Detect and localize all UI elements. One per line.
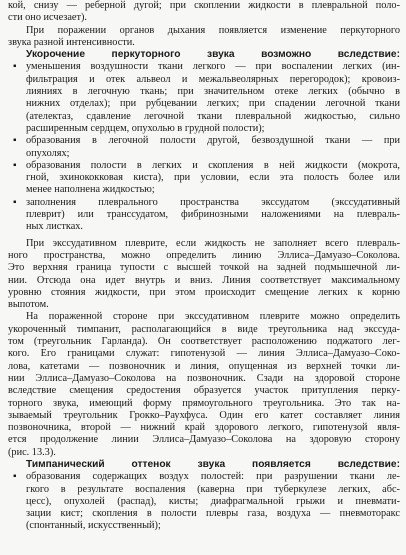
text-line: укороченный тимпанит, располагающийся в виде треугольника над экссуда- <box>8 323 400 335</box>
text-line: ▪ образования полости в легких и скопления в ней жидкости (мокрота, <box>8 160 400 172</box>
text-line: расширенным сердцем, опухолью в грудной полости); <box>26 122 265 134</box>
text-line: цесс), опухолей (распад), кисты; диафрагмальной грыжи и пневмати- <box>26 495 400 507</box>
text-line: (спонтанный, искусственный); <box>26 520 161 532</box>
text-line: позвоночника, второй — нижний край здорового легкого, гипотенузой явля- <box>8 422 400 434</box>
text-line: уровню стояния жидкости, при этом происходит смещение легких к корню <box>8 286 400 298</box>
text-line: ных листках. <box>26 221 84 233</box>
dullness-causes-list <box>8 61 400 233</box>
paragraph-garland-triangle <box>8 311 400 459</box>
heading-dullness-causes: Укорочение перкуторного звука возможно вследствие: <box>26 49 400 61</box>
list-item <box>8 160 400 197</box>
text-line: (ателектаз, сдавление легочной ткани плевральной жидкостью, сильно <box>26 110 400 122</box>
heading-tympanic-causes: Тимпанический оттенок звука появляется вследствие: <box>26 458 400 470</box>
text-line: ется продолжение линии Эллиса–Дамуазо–Соколова на здоровую сторону <box>8 434 400 446</box>
text-line: торного звука, имеющий форму прямоугольного треугольника. Это так на- <box>8 397 400 409</box>
list-item <box>8 61 400 135</box>
text-line: На пораженной стороне при экссудативном плеврите можно определить <box>26 311 400 323</box>
text-line: выпотом. <box>8 299 49 311</box>
text-line: При экссудативном плеврите, если жидкость не заполняет всего плевраль- <box>26 237 400 249</box>
text-line: ▪ уменьшения воздушности ткани легкого — при воспалении легких (ин- <box>8 61 400 73</box>
text-line: том (треугольник Гарланда). Он соответствует расположению поджатого лег- <box>8 336 400 348</box>
text-line: ▪ образования содержащих воздух полостей: при разрушении ткани ле- <box>8 471 400 483</box>
text-line: гкого в результате воспаления (каверна при туберкулезе легких, абс- <box>26 483 400 495</box>
text-line: зываемый треугольник Грокко–Раухфуса. Один его катет составляет линия <box>8 409 400 421</box>
text-line: Это верхняя граница тупости с высшей точкой на задней подмышечной ли- <box>8 262 400 274</box>
text-line: опухолях; <box>26 147 70 159</box>
text-line: кого. Его границами служат: гипотенузой — линия Эллиса–Дамуазо–Соко- <box>8 348 400 360</box>
text-line: звука разной интенсивности. <box>8 36 135 48</box>
list-item <box>8 471 400 532</box>
paragraph-percussion-change <box>8 25 400 50</box>
list-item <box>8 135 400 160</box>
text-line: вследствие смещения средостения образуется участок притупления перку- <box>8 385 400 397</box>
text-line: ▪ заполнения плеврального пространства экссудатом (экссудативный <box>8 197 400 209</box>
text-line: нии. Отсюда она идет внутрь и вниз. Линия соответствует максимальному <box>8 274 400 286</box>
text-line: ного пространства, можно определить линию Эллиса–Дамуазо–Соколова. <box>8 249 400 261</box>
text-line: При поражении органов дыхания появляется изменение перкуторного <box>26 24 400 36</box>
text-line: нижних отделах); при рубцевании легких; при спадении легочной ткани <box>26 98 400 110</box>
list-item <box>8 197 400 234</box>
text-line: фильтрация и отек альвеол и межальвеолярных перегородок); кровоиз- <box>26 73 400 85</box>
text-line: плеврит) или транссудатом, фибринозными наложениями на плевраль- <box>26 209 400 221</box>
tympanic-causes-list <box>8 471 400 532</box>
text-line: менее наполнена жидкостью; <box>26 184 155 196</box>
text-line: гной, эхинококковая киста), при условии, если эта полость более или <box>26 172 400 184</box>
text-line: кой, снизу — реберной дугой; при скоплении жидкости в плевральной поло- <box>8 0 400 11</box>
text-line: сти оно исчезает). <box>8 12 87 24</box>
text-line: лова, катетами — позвоночник и линия, опущенная из верхней точки ли- <box>8 360 400 372</box>
text-line: нии Эллиса–Дамуазо–Соколова на позвоночник. Сзади на здоровой стороне <box>8 372 400 384</box>
intro-paragraph <box>8 0 400 25</box>
text-line: зации кист; скопления в полости плевры газа, воздуха — пневмоторакс <box>26 508 400 520</box>
text-line: лияниях в легочную ткань; при значительном отеке легких (обычно в <box>26 86 400 98</box>
text-line: ▪ образования в легочной полости другой, безвоздушной ткани — при <box>8 135 400 147</box>
paragraph-exudative-pleurisy <box>8 238 400 312</box>
text-line: (рис. 13.3). <box>8 446 56 458</box>
